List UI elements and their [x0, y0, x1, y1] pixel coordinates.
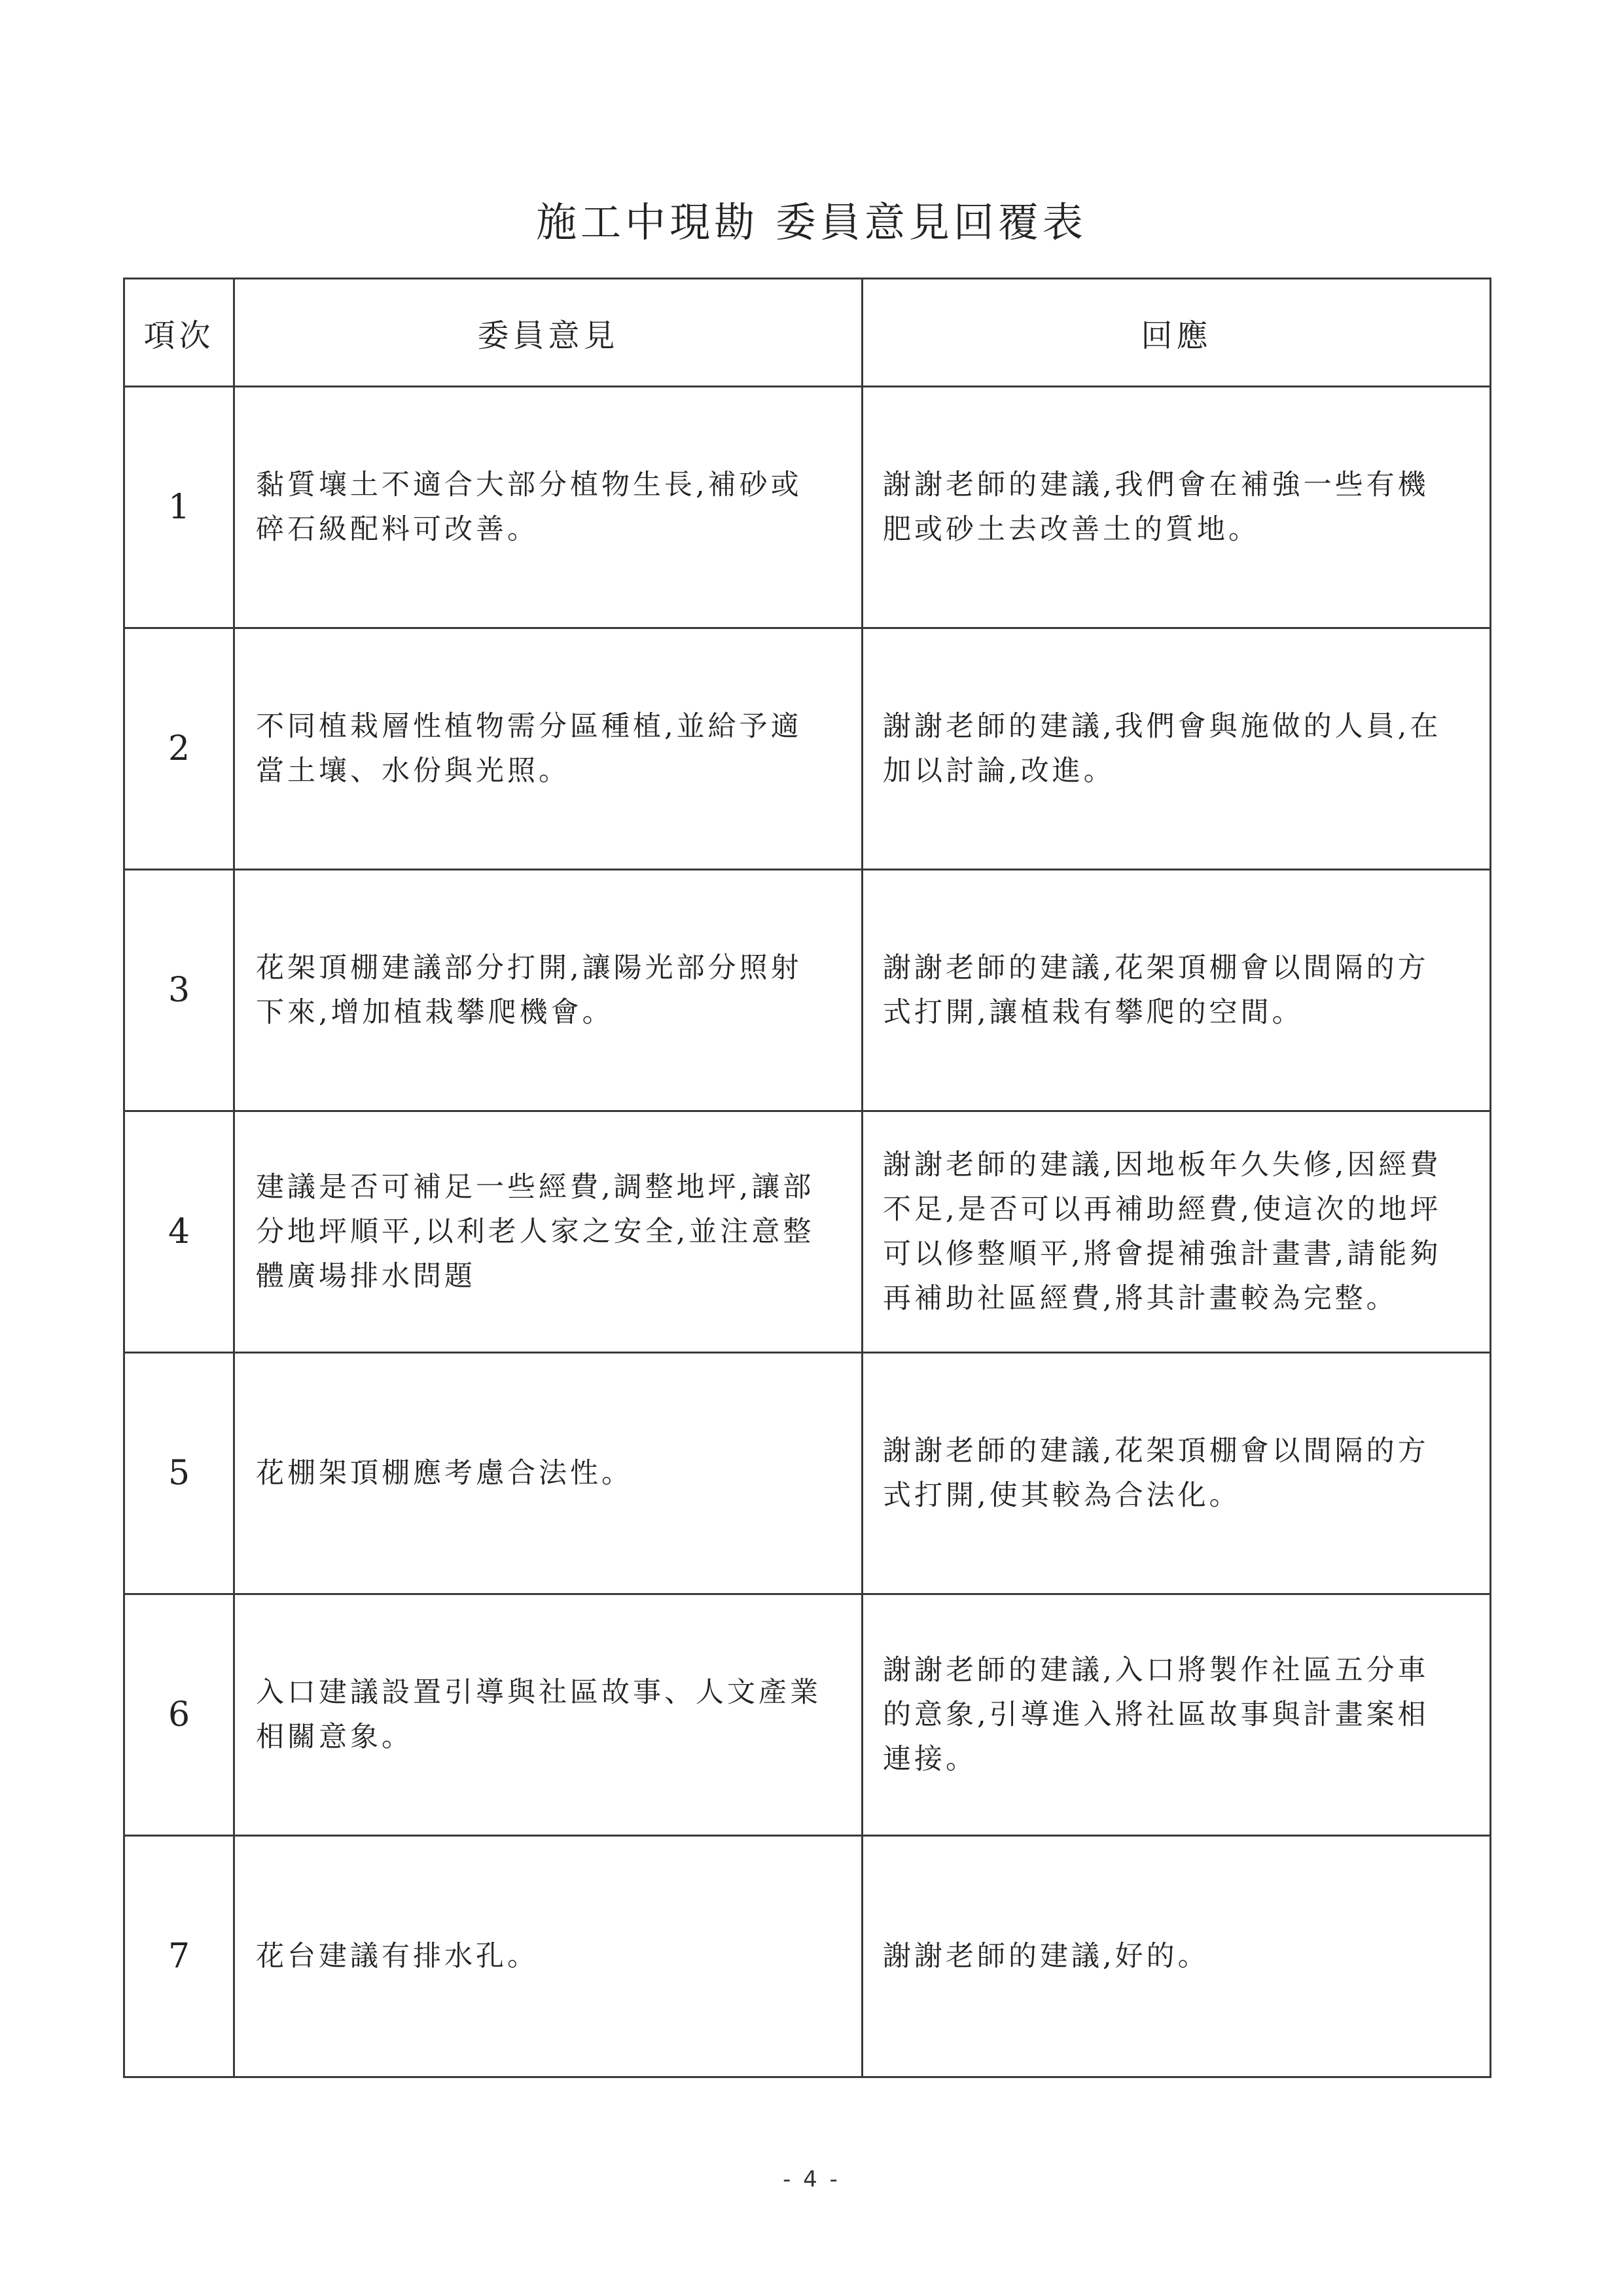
item-number: 2 — [124, 628, 234, 870]
page-number: - 4 - — [783, 2166, 840, 2193]
page-title: 施工中現勘 委員意見回覆表 — [536, 198, 1087, 246]
item-number: 5 — [124, 1353, 234, 1594]
header-item-number: 項次 — [124, 279, 234, 387]
reply-cell: 謝謝老師的建議,好的。 — [863, 1836, 1491, 2077]
table-row — [124, 1111, 1491, 1353]
table-row — [124, 1594, 1491, 1836]
reply-cell: 謝謝老師的建議,因地板年久失修,因經費不足,是否可以再補助經費,使這次的地坪可以修整順平,將會提補強計畫書,請能夠再補助社區經費,將其計畫較為完整。 — [863, 1111, 1491, 1353]
reply-cell: 謝謝老師的建議,花架頂棚會以間隔的方式打開,使其較為合法化。 — [863, 1353, 1491, 1594]
table-header-row — [124, 279, 1491, 387]
header-reply: 回應 — [863, 279, 1491, 387]
committee-opinion-cell: 不同植栽層性植物需分區種植,並給予適當土壤、水份與光照。 — [234, 628, 863, 870]
table-row — [124, 870, 1491, 1111]
item-number: 1 — [124, 387, 234, 628]
committee-opinion-cell: 建議是否可補足一些經費,調整地坪,讓部分地坪順平,以利老人家之安全,並注意整體廣場排水問題 — [234, 1111, 863, 1353]
committee-opinion-cell: 花台建議有排水孔。 — [234, 1836, 863, 2077]
table-row — [124, 1836, 1491, 2077]
table-row — [124, 387, 1491, 628]
reply-cell: 謝謝老師的建議,我們會在補強一些有機肥或砂土去改善土的質地。 — [863, 387, 1491, 628]
item-number: 7 — [124, 1836, 234, 2077]
committee-opinion-cell: 花架頂棚建議部分打開,讓陽光部分照射下來,增加植栽攀爬機會。 — [234, 870, 863, 1111]
committee-opinion-cell: 黏質壤土不適合大部分植物生長,補砂或碎石級配料可改善。 — [234, 387, 863, 628]
header-committee-opinion: 委員意見 — [234, 279, 863, 387]
item-number: 6 — [124, 1594, 234, 1836]
committee-opinion-cell: 入口建議設置引導與社區故事、人文產業相關意象。 — [234, 1594, 863, 1836]
table-row — [124, 1353, 1491, 1594]
table-row — [124, 628, 1491, 870]
item-number: 4 — [124, 1111, 234, 1353]
opinion-reply-table — [123, 278, 1491, 2078]
reply-cell: 謝謝老師的建議,花架頂棚會以間隔的方式打開,讓植栽有攀爬的空間。 — [863, 870, 1491, 1111]
committee-opinion-cell: 花棚架頂棚應考慮合法性。 — [234, 1353, 863, 1594]
item-number: 3 — [124, 870, 234, 1111]
reply-cell: 謝謝老師的建議,我們會與施做的人員,在加以討論,改進。 — [863, 628, 1491, 870]
reply-cell: 謝謝老師的建議,入口將製作社區五分車的意象,引導進入將社區故事與計畫案相連接。 — [863, 1594, 1491, 1836]
